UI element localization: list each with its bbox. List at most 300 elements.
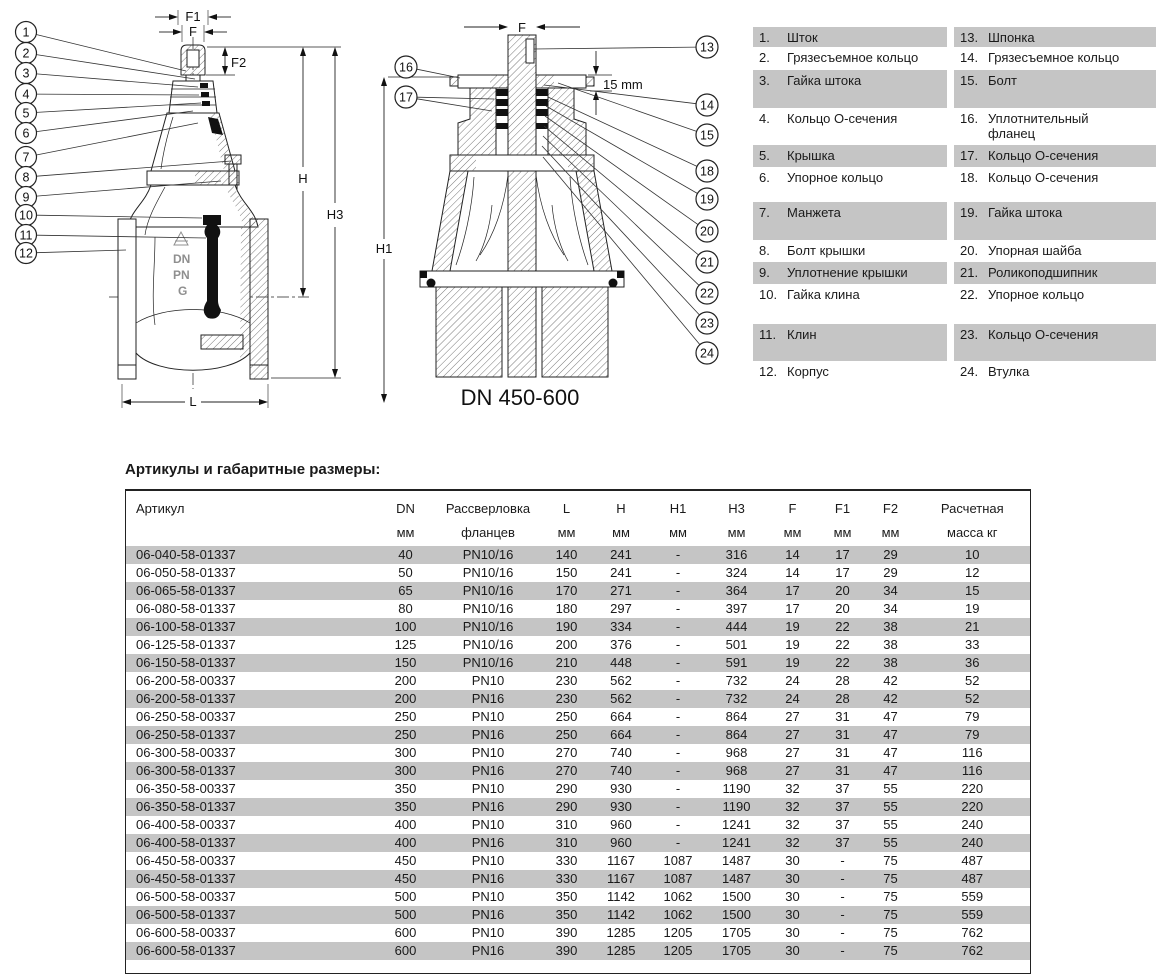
- value-cell: PN16: [436, 798, 541, 816]
- value-cell: -: [819, 942, 867, 960]
- value-cell: 47: [867, 762, 915, 780]
- column-unit: мм: [727, 525, 746, 540]
- value-cell: 241: [610, 565, 632, 580]
- value-cell: 930: [610, 781, 632, 796]
- value-cell: 38: [867, 618, 915, 636]
- value-cell: 38: [883, 637, 898, 652]
- parts-list-cell: [954, 240, 1156, 262]
- value-cell: PN10: [471, 853, 505, 868]
- value-cell: 271: [593, 582, 650, 600]
- column-header: F2: [882, 501, 899, 516]
- part-name: Болт: [988, 73, 1018, 88]
- article-code-cell: 06-125-58-01337: [136, 637, 236, 652]
- value-cell: 80: [398, 601, 413, 616]
- value-cell: 250: [376, 726, 436, 744]
- value-cell: 50: [398, 565, 413, 580]
- value-cell: PN10: [471, 925, 505, 940]
- dim-h1-label: H1: [375, 241, 393, 256]
- callout-number: 7: [22, 150, 30, 165]
- value-cell: PN10: [471, 781, 505, 796]
- value-cell: 22: [835, 637, 850, 652]
- value-cell: 31: [835, 745, 850, 760]
- parts-list-cell: [954, 108, 1156, 145]
- column-unit: мм: [557, 525, 576, 540]
- part-number: 6.: [759, 170, 770, 185]
- dim-f-label: F: [518, 20, 526, 35]
- parts-list-cell: [753, 47, 947, 70]
- parts-list-row: [753, 240, 1156, 262]
- callout-number: 17: [399, 90, 413, 105]
- value-cell: 1087: [663, 853, 693, 868]
- value-cell: 1190: [707, 798, 767, 816]
- value-cell: 762: [961, 925, 984, 940]
- value-cell: 230: [555, 673, 578, 688]
- table-row: [126, 654, 1031, 672]
- column-header: F: [788, 501, 797, 516]
- value-cell: 125: [394, 637, 417, 652]
- spec-table-title: Артикулы и габаритные размеры:: [125, 461, 381, 478]
- part-name: Кольцо О-сечения: [988, 327, 1099, 342]
- part-name: Уплотнительный фланец: [988, 111, 1089, 141]
- value-cell: 1142: [593, 906, 650, 924]
- value-cell: 220: [961, 781, 984, 796]
- article-code-cell: 06-065-58-01337: [126, 582, 376, 600]
- callout-number: 13: [700, 40, 714, 55]
- value-cell: 20: [819, 582, 867, 600]
- value-cell: 864: [725, 709, 748, 724]
- value-cell: 1500: [707, 906, 767, 924]
- dim-f2-label: F2: [231, 55, 247, 70]
- part-number: 14.: [960, 50, 979, 65]
- part-name: Грязесъемное кольцо: [787, 50, 919, 65]
- part-name: Гайка клина: [787, 287, 860, 302]
- value-cell: 390: [555, 925, 578, 940]
- value-cell: 1241: [722, 817, 751, 832]
- value-cell: 47: [867, 726, 915, 744]
- value-cell: -: [650, 762, 707, 780]
- value-cell: 31: [835, 709, 850, 724]
- value-cell: 487: [915, 870, 1031, 888]
- dn450-600-detail-drawing: [362, 5, 737, 420]
- parts-list-row: [753, 70, 1156, 108]
- value-cell: 65: [376, 582, 436, 600]
- parts-list-cell: [954, 324, 1156, 361]
- table-row: [126, 618, 1031, 636]
- part-number: 24.: [960, 364, 979, 379]
- part-name: Манжета: [787, 205, 841, 220]
- value-cell: 732: [707, 690, 767, 708]
- value-cell: 22: [819, 654, 867, 672]
- value-cell: -: [840, 853, 845, 868]
- article-code-cell: 06-600-58-01337: [126, 942, 376, 960]
- article-code-cell: 06-450-58-01337: [126, 870, 376, 888]
- value-cell: 55: [867, 834, 915, 852]
- value-cell: 864: [707, 726, 767, 744]
- value-cell: 1205: [650, 942, 707, 960]
- value-cell: 116: [915, 762, 1031, 780]
- value-cell: 400: [376, 834, 436, 852]
- value-cell: 100: [376, 618, 436, 636]
- part-name: Кольцо О-сечения: [988, 170, 1099, 185]
- value-cell: PN10/16: [436, 546, 541, 564]
- value-cell: 297: [610, 601, 632, 616]
- value-cell: 270: [555, 745, 578, 760]
- callout-number: 10: [19, 208, 33, 223]
- table-row: [126, 798, 1031, 816]
- value-cell: 1062: [650, 906, 707, 924]
- table-row: [126, 906, 1031, 924]
- value-cell: 1087: [650, 870, 707, 888]
- value-cell: 1285: [593, 942, 650, 960]
- detail-caption: DN 450-600: [460, 385, 580, 410]
- callout-number: 9: [22, 190, 30, 205]
- value-cell: 30: [767, 870, 819, 888]
- parts-list-row: [753, 47, 1156, 70]
- callout-number: 23: [700, 316, 714, 331]
- table-row: [126, 744, 1031, 762]
- table-row: [126, 834, 1031, 852]
- parts-list-row: [753, 145, 1156, 167]
- value-cell: 52: [915, 690, 1031, 708]
- value-cell: 740: [593, 762, 650, 780]
- detail-outline: [420, 35, 624, 377]
- value-cell: 30: [785, 925, 800, 940]
- article-code-cell: 06-400-58-00337: [136, 817, 236, 832]
- part-name: Болт крышки: [787, 243, 866, 258]
- value-cell: 1205: [663, 925, 693, 940]
- value-cell: 55: [883, 817, 898, 832]
- parts-list-cell: [753, 145, 947, 167]
- part-number: 10.: [759, 287, 778, 302]
- part-number: 21.: [960, 265, 979, 280]
- value-cell: 250: [555, 709, 578, 724]
- value-cell: 1705: [722, 925, 751, 940]
- mark-g: G: [178, 284, 188, 298]
- value-cell: 15: [915, 582, 1031, 600]
- part-name: Клин: [787, 327, 817, 342]
- value-cell: 591: [707, 654, 767, 672]
- part-number: 3.: [759, 73, 770, 88]
- part-name: Роликоподшипник: [988, 265, 1098, 280]
- value-cell: 762: [915, 942, 1031, 960]
- value-cell: 47: [883, 709, 898, 724]
- value-cell: PN10/16: [436, 582, 541, 600]
- article-code-cell: 06-100-58-01337: [126, 618, 376, 636]
- callout-number: 4: [22, 87, 30, 102]
- value-cell: -: [650, 798, 707, 816]
- article-code-cell: 06-200-58-01337: [126, 690, 376, 708]
- value-cell: 17: [785, 601, 800, 616]
- part-name: Шпонка: [988, 30, 1035, 45]
- parts-list-cell: [954, 47, 1156, 70]
- value-cell: -: [650, 582, 707, 600]
- value-cell: PN16: [436, 726, 541, 744]
- part-name: Упорная шайба: [988, 243, 1082, 258]
- table-row: [126, 924, 1031, 942]
- value-cell: -: [675, 565, 681, 580]
- value-cell: 30: [767, 942, 819, 960]
- parts-list-cell: [753, 324, 947, 361]
- part-number: 15.: [960, 73, 979, 88]
- value-cell: PN10: [471, 889, 505, 904]
- column-header: H1: [669, 501, 687, 516]
- value-cell: 600: [394, 925, 417, 940]
- value-cell: 330: [555, 853, 578, 868]
- valve-outline: [109, 37, 309, 389]
- value-cell: 400: [394, 817, 417, 832]
- part-number: 2.: [759, 50, 770, 65]
- column-unit: [126, 518, 376, 546]
- value-cell: 21: [915, 618, 1031, 636]
- value-cell: PN16: [436, 834, 541, 852]
- callout-number: 11: [19, 228, 33, 243]
- value-cell: 330: [541, 870, 593, 888]
- value-cell: -: [650, 690, 707, 708]
- value-cell: 376: [610, 637, 632, 652]
- value-cell: 14: [767, 546, 819, 564]
- column-header: Расчетная: [940, 501, 1004, 516]
- article-code-cell: 06-250-58-01337: [126, 726, 376, 744]
- callout-number: 5: [22, 106, 30, 121]
- callout-number: 20: [700, 224, 714, 239]
- part-number: 12.: [759, 364, 778, 379]
- value-cell: 22: [819, 618, 867, 636]
- value-cell: 664: [610, 709, 632, 724]
- parts-list-cell: [954, 167, 1156, 189]
- dimensions-table: [125, 489, 1031, 974]
- value-cell: 740: [610, 745, 632, 760]
- value-cell: PN16: [436, 762, 541, 780]
- callout-number: 15: [700, 128, 714, 143]
- table-row: [126, 888, 1031, 906]
- value-cell: PN10/16: [436, 654, 541, 672]
- part-name: Кольцо О-сечения: [988, 148, 1099, 163]
- value-cell: PN10/16: [462, 601, 514, 616]
- article-code-cell: 06-350-58-00337: [136, 781, 236, 796]
- callout-number: 2: [22, 46, 30, 61]
- parts-list-row: [753, 324, 1156, 361]
- value-cell: 32: [785, 781, 800, 796]
- value-cell: 487: [961, 853, 984, 868]
- value-cell: 10: [915, 546, 1031, 564]
- value-cell: -: [650, 546, 707, 564]
- value-cell: 12: [965, 565, 980, 580]
- value-cell: 350: [541, 906, 593, 924]
- part-name: Упорное кольцо: [988, 287, 1085, 302]
- article-code-cell: 06-500-58-00337: [136, 889, 236, 904]
- value-cell: 30: [785, 889, 800, 904]
- part-number: 4.: [759, 111, 770, 126]
- table-row: [126, 690, 1031, 708]
- dim-f-label: F: [189, 24, 197, 39]
- value-cell: -: [819, 906, 867, 924]
- value-cell: -: [650, 726, 707, 744]
- parts-list-cell: [954, 361, 1156, 382]
- value-cell: 20: [835, 601, 850, 616]
- value-cell: 42: [883, 673, 898, 688]
- value-cell: 31: [819, 726, 867, 744]
- callout-number: 16: [399, 60, 413, 75]
- value-cell: -: [675, 637, 681, 652]
- value-cell: 732: [725, 673, 748, 688]
- parts-list-row: [753, 284, 1156, 305]
- value-cell: 324: [725, 565, 748, 580]
- value-cell: 116: [961, 745, 983, 760]
- table-row: [126, 816, 1031, 834]
- table-row: [126, 726, 1031, 744]
- value-cell: 500: [394, 889, 417, 904]
- column-header: Артикул: [136, 501, 185, 516]
- column-unit: мм: [669, 525, 687, 540]
- value-cell: 230: [541, 690, 593, 708]
- value-cell: 27: [767, 762, 819, 780]
- dim-l-label: L: [189, 394, 197, 409]
- table-header: [126, 490, 1031, 546]
- value-cell: 190: [541, 618, 593, 636]
- gate-valve-cross-section-drawing: [5, 5, 355, 420]
- value-cell: 559: [915, 906, 1031, 924]
- value-cell: 210: [541, 654, 593, 672]
- value-cell: 960: [593, 834, 650, 852]
- value-cell: PN10: [471, 673, 505, 688]
- value-cell: 220: [915, 798, 1031, 816]
- column-unit: мм: [783, 525, 802, 540]
- value-cell: PN10/16: [462, 565, 514, 580]
- callout-number: 22: [700, 286, 714, 301]
- value-cell: 450: [394, 853, 417, 868]
- column-unit: фланцев: [461, 525, 515, 540]
- article-code-cell: 06-350-58-01337: [126, 798, 376, 816]
- value-cell: 34: [883, 601, 898, 616]
- value-cell: 350: [394, 781, 417, 796]
- value-cell: 17: [819, 546, 867, 564]
- value-cell: 19: [965, 601, 980, 616]
- article-code-cell: 06-200-58-00337: [136, 673, 236, 688]
- value-cell: 75: [867, 870, 915, 888]
- parts-list-cell: [954, 284, 1156, 305]
- column-unit: мм: [881, 525, 900, 540]
- value-cell: PN16: [436, 942, 541, 960]
- parts-list-cell: [954, 202, 1156, 240]
- value-cell: 37: [819, 834, 867, 852]
- parts-list-cell: [753, 167, 947, 189]
- parts-list-row: [753, 27, 1156, 47]
- part-number: 17.: [960, 148, 979, 163]
- callout-number: 24: [700, 346, 714, 361]
- value-cell: 1500: [722, 889, 751, 904]
- part-number: 13.: [960, 30, 979, 45]
- column-unit: масса кг: [947, 525, 998, 540]
- value-cell: PN10: [471, 709, 505, 724]
- value-cell: 930: [593, 798, 650, 816]
- value-cell: 150: [555, 565, 578, 580]
- value-cell: 448: [593, 654, 650, 672]
- value-cell: -: [819, 870, 867, 888]
- value-cell: 444: [707, 618, 767, 636]
- column-header: DN: [396, 501, 415, 516]
- callout-number: 14: [700, 98, 714, 113]
- part-number: 18.: [960, 170, 979, 185]
- part-number: 1.: [759, 30, 770, 45]
- table-row: [126, 852, 1031, 870]
- value-cell: 270: [541, 762, 593, 780]
- value-cell: -: [675, 745, 681, 760]
- value-cell: PN10: [471, 745, 505, 760]
- value-cell: 32: [767, 798, 819, 816]
- value-cell: 17: [767, 582, 819, 600]
- value-cell: 27: [785, 709, 800, 724]
- callout-number: 18: [700, 164, 714, 179]
- article-code-cell: 06-450-58-00337: [136, 853, 236, 868]
- value-cell: 334: [593, 618, 650, 636]
- parts-list-cell: [954, 70, 1156, 108]
- value-cell: PN16: [436, 870, 541, 888]
- part-name: Крышка: [787, 148, 835, 163]
- value-cell: 290: [555, 781, 578, 796]
- column-header: H3: [728, 501, 745, 516]
- value-cell: 28: [835, 673, 850, 688]
- column-unit: мм: [396, 525, 415, 540]
- callout-number: 8: [22, 170, 30, 185]
- value-cell: 250: [394, 709, 417, 724]
- value-cell: 31: [819, 762, 867, 780]
- value-cell: 562: [610, 673, 632, 688]
- value-cell: -: [675, 817, 681, 832]
- value-cell: 1241: [707, 834, 767, 852]
- part-number: 8.: [759, 243, 770, 258]
- callout-number: 3: [22, 66, 30, 81]
- value-cell: -: [650, 834, 707, 852]
- part-name: Упорное кольцо: [787, 170, 884, 185]
- value-cell: 52: [965, 673, 980, 688]
- value-cell: 37: [819, 798, 867, 816]
- value-cell: 32: [767, 834, 819, 852]
- value-cell: -: [650, 618, 707, 636]
- value-cell: 19: [785, 637, 800, 652]
- value-cell: 1167: [593, 870, 650, 888]
- value-cell: 55: [883, 781, 898, 796]
- table-row: [126, 780, 1031, 798]
- value-cell: 200: [555, 637, 578, 652]
- value-cell: 37: [835, 817, 850, 832]
- table-row: [126, 600, 1031, 618]
- value-cell: 200: [394, 673, 417, 688]
- parts-list-cell: [753, 27, 947, 47]
- value-cell: 75: [883, 925, 898, 940]
- dim-h3-label: H3: [326, 207, 344, 222]
- value-cell: 300: [394, 745, 417, 760]
- value-cell: 24: [785, 673, 800, 688]
- part-number: 11.: [759, 327, 777, 342]
- table-row: [126, 546, 1031, 564]
- spacer-row: [126, 960, 1031, 974]
- mark-dn: DN: [173, 252, 191, 266]
- article-code-cell: 06-150-58-01337: [126, 654, 376, 672]
- callout-number: 12: [19, 246, 33, 261]
- value-cell: 79: [965, 709, 980, 724]
- value-cell: 968: [725, 745, 748, 760]
- value-cell: 140: [541, 546, 593, 564]
- parts-list-cell: [753, 202, 947, 240]
- table-row: [126, 870, 1031, 888]
- article-code-cell: 06-400-58-01337: [126, 834, 376, 852]
- parts-list-cell: [753, 240, 947, 262]
- value-cell: 29: [867, 546, 915, 564]
- value-cell: 55: [867, 798, 915, 816]
- value-cell: 75: [883, 889, 898, 904]
- value-cell: 38: [867, 654, 915, 672]
- table-row: [126, 564, 1031, 582]
